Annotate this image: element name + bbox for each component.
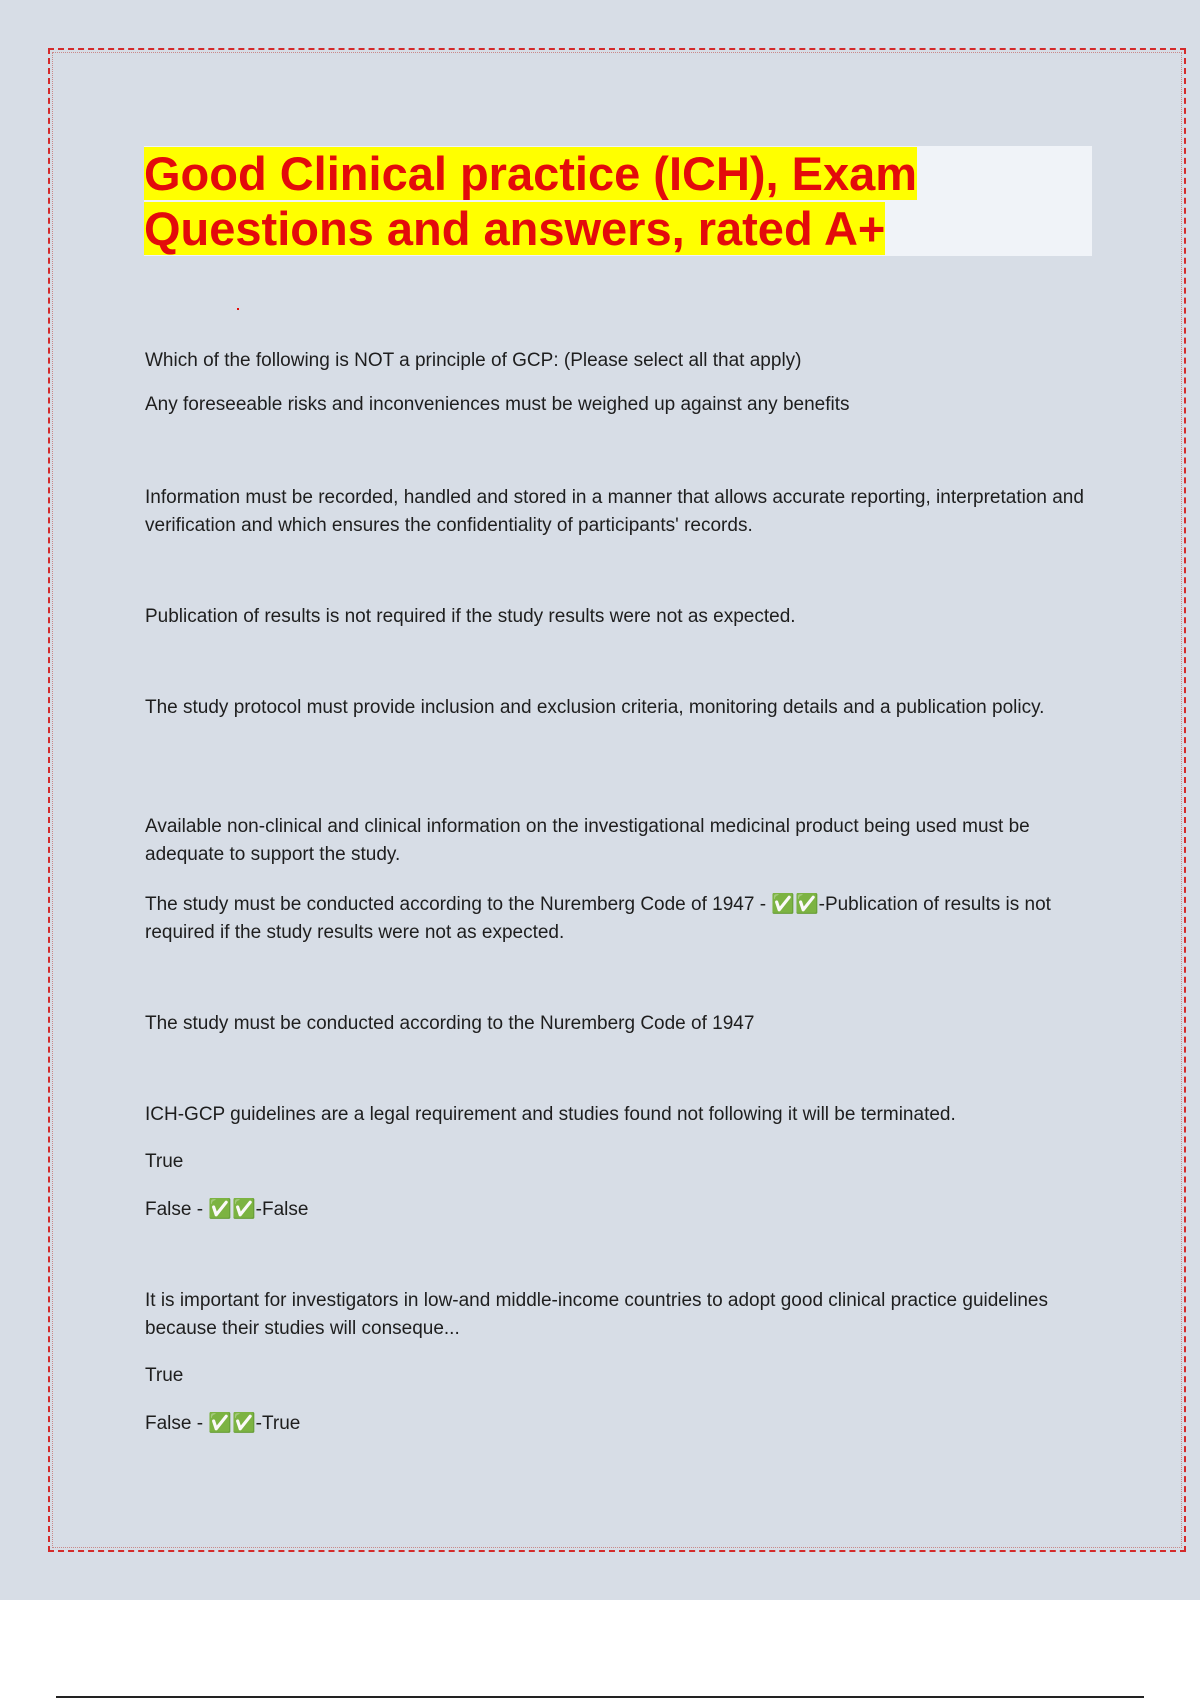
question-2-option-true: True	[145, 1151, 184, 1172]
title-line-1: Good Clinical practice (ICH), Exam	[144, 147, 918, 200]
option-5: Available non-clinical and clinical information on the investigational medicinal product being used must be adequate to support the study.	[145, 816, 1030, 865]
question-3-answer: False - ✅✅-True	[145, 1413, 301, 1434]
question-2-answer: False - ✅✅-False	[145, 1199, 309, 1220]
option-1: Any foreseeable risks and inconveniences must be weighed up against any benefits	[145, 394, 850, 415]
question-2: ICH-GCP guidelines are a legal requirement and studies found not following it will be terminated.	[145, 1104, 956, 1125]
decorative-dot	[237, 308, 239, 310]
option-3: Publication of results is not required if the study results were not as expected.	[145, 606, 796, 627]
page-bottom-rule	[56, 1696, 1144, 1698]
question-3-option-true: True	[145, 1365, 184, 1386]
option-2: Information must be recorded, handled and stored in a manner that allows accurate reporting, interpretation and verification and which ensures the confidentiality of participants' records.	[145, 487, 1084, 536]
document-title	[144, 146, 917, 256]
title-line-2: Questions and answers, rated A+	[144, 202, 886, 255]
answer-line: The study must be conducted according to the Nuremberg Code of 1947	[145, 1013, 755, 1034]
question-1: Which of the following is NOT a principle of GCP: (Please select all that apply)	[145, 350, 802, 371]
option-4: The study protocol must provide inclusion and exclusion criteria, monitoring details and a publication policy.	[145, 697, 1045, 718]
question-3: It is important for investigators in low-and middle-income countries to adopt good clinical practice guidelines because their studies will conseque...	[145, 1290, 1048, 1339]
option-6-answer: The study must be conducted according to the Nuremberg Code of 1947 - ✅✅-Publication of results is not required if the study results were not as expected.	[145, 894, 1051, 943]
